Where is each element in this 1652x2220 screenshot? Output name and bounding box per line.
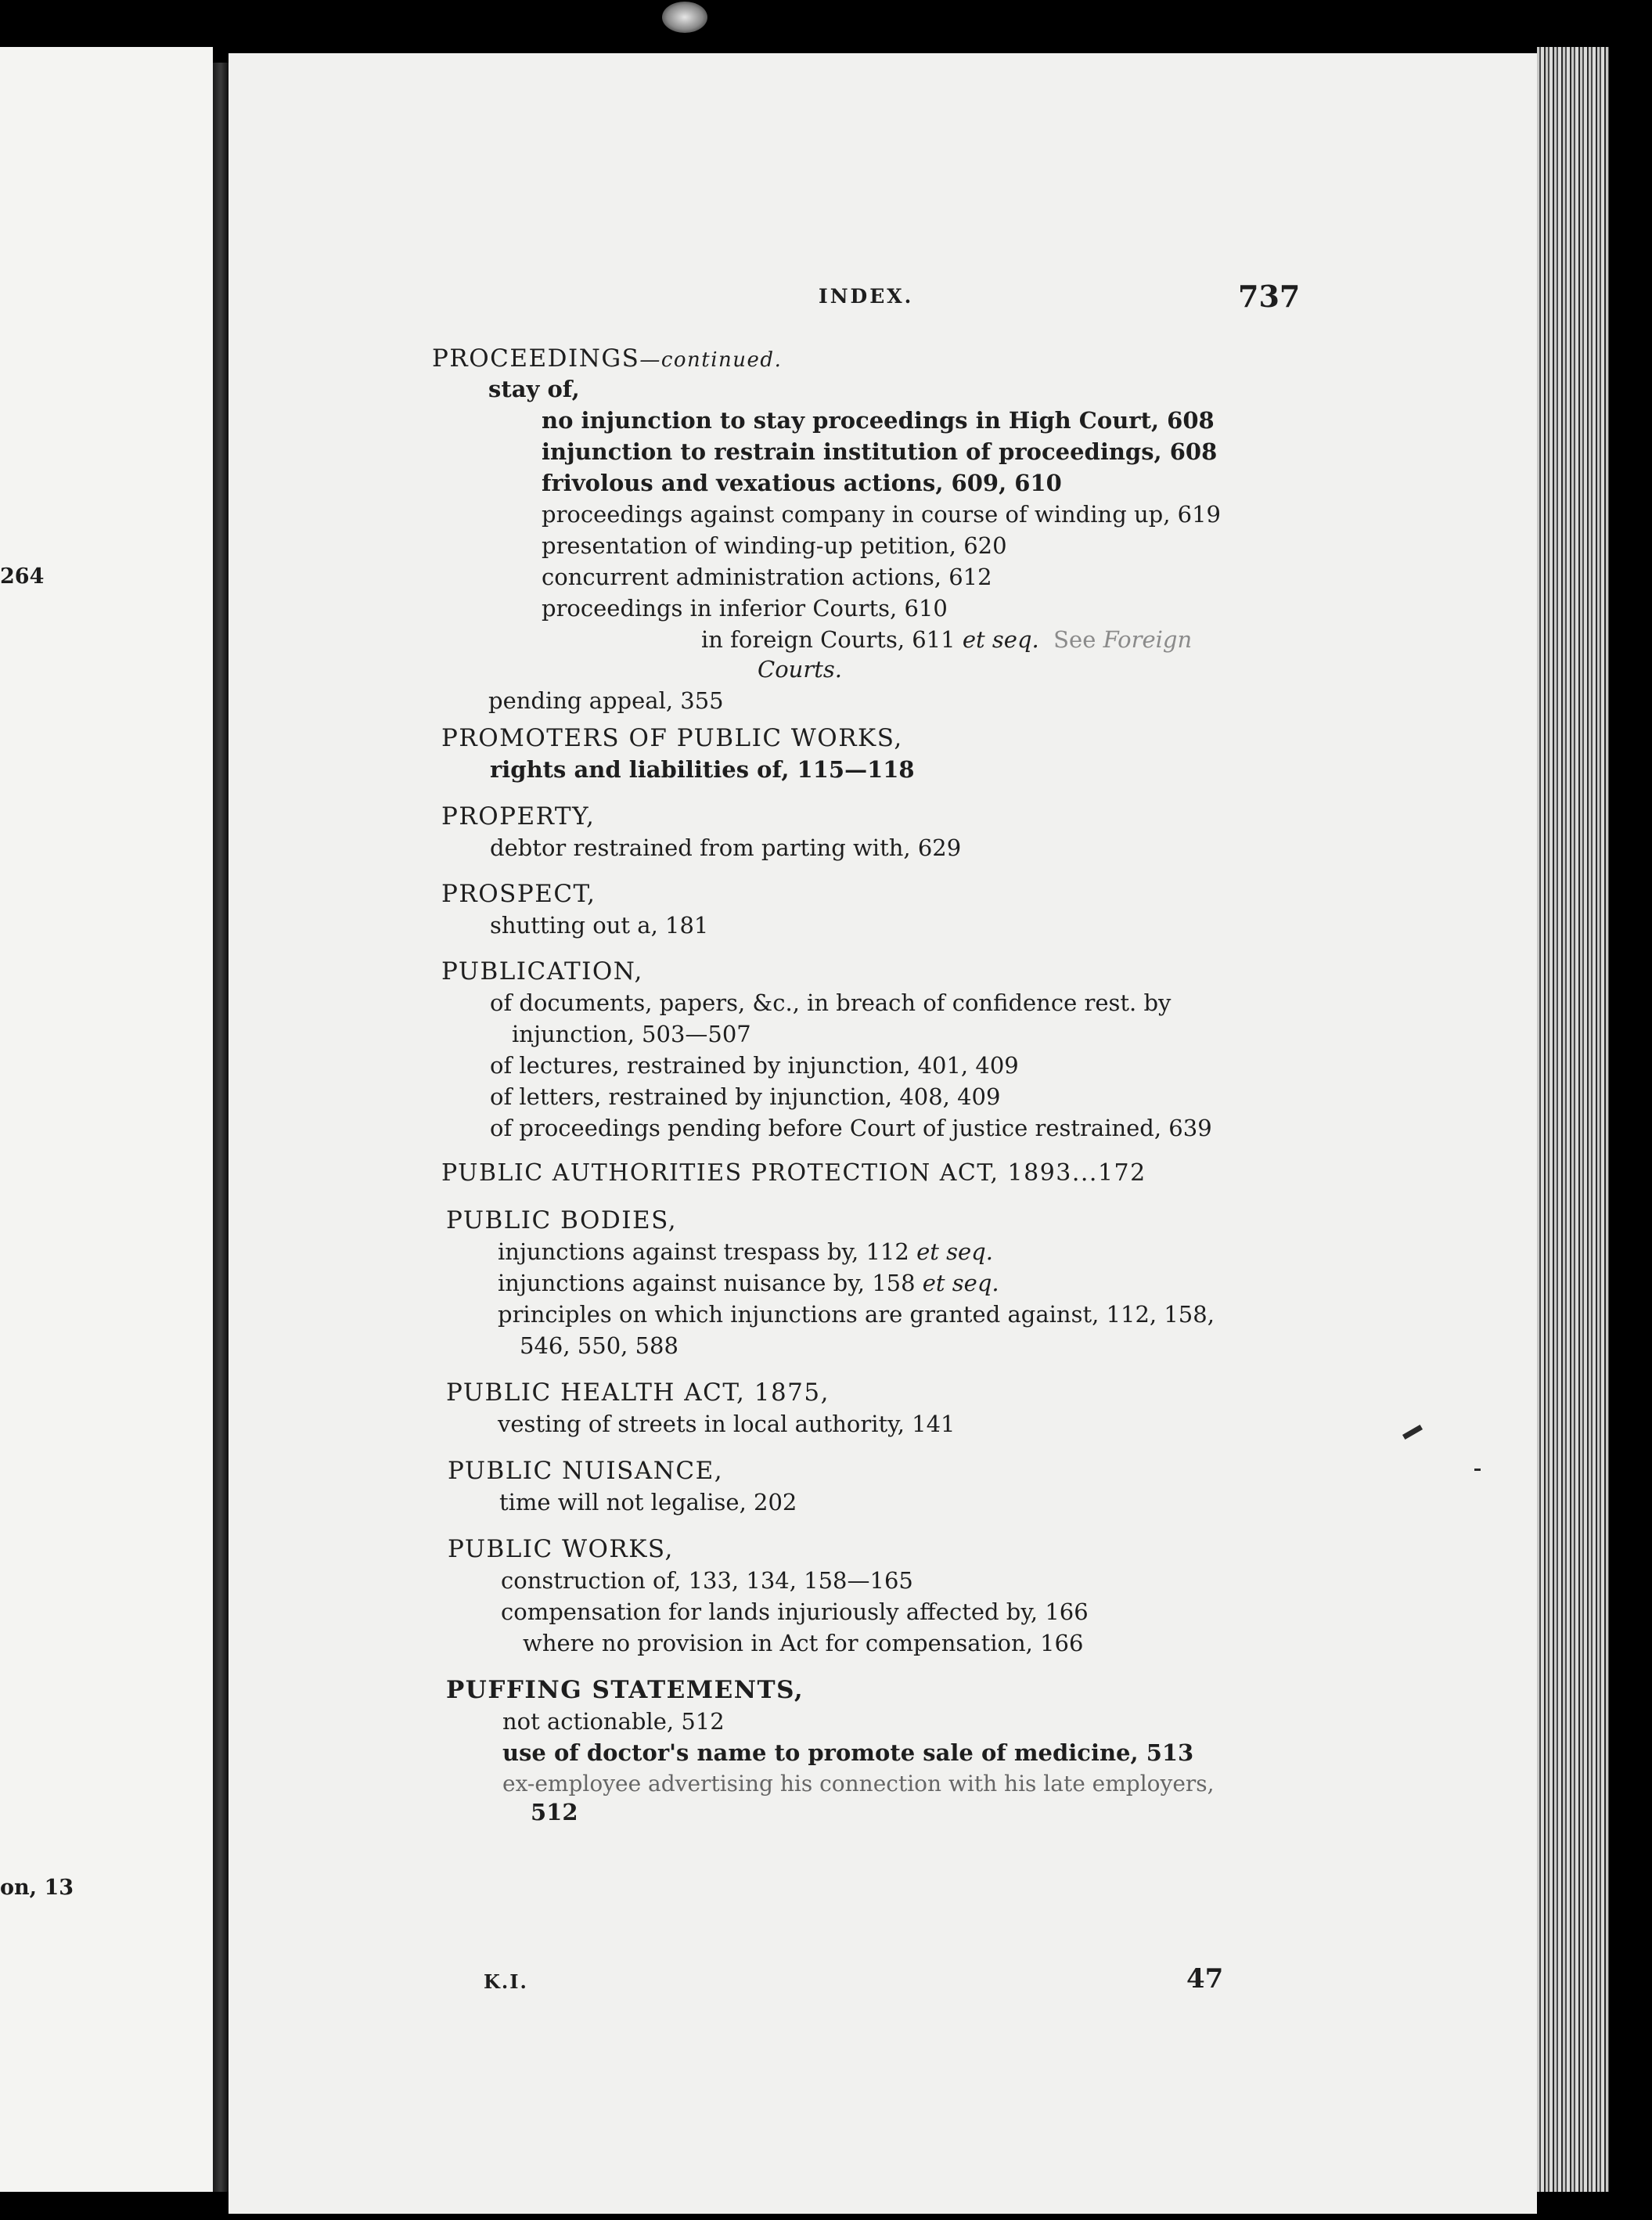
index-entry: of lectures, restrained by injunction, 401, 409 — [490, 1052, 1019, 1079]
index-heading: PROSPECT, — [441, 880, 596, 908]
index-heading: PUBLIC HEALTH ACT, 1875, — [446, 1378, 830, 1407]
index-entry: of letters, restrained by injunction, 408, 409 — [490, 1083, 1001, 1110]
index-entry: use of doctor's name to promote sale of medicine, 513 — [502, 1739, 1194, 1766]
index-entry: in foreign Courts, 611 et seq. See Foreign — [701, 626, 1193, 653]
index-entry: frivolous and vexatious actions, 609, 610 — [542, 470, 1062, 496]
index-entry: shutting out a, 181 — [490, 912, 709, 939]
index-entry: stay of, — [488, 376, 580, 402]
index-entry: of documents, papers, &c., in breach of confidence rest. by — [490, 989, 1172, 1016]
left-page-fragment: 264 — [0, 564, 45, 589]
index-entry: proceedings in inferior Courts, 610 — [542, 595, 948, 622]
index-entry: injunction, 503—507 — [512, 1021, 751, 1047]
left-page-fragment: on, 13 — [0, 1876, 74, 1900]
index-entry: injunction to restrain institution of proceedings, 608 — [542, 438, 1218, 465]
index-entry: presentation of winding-up petition, 620 — [542, 532, 1007, 559]
index-entry: 512 — [531, 1799, 578, 1825]
index-entry: concurrent administration actions, 612 — [542, 564, 992, 590]
book-gutter — [213, 63, 229, 2192]
index-entry: proceedings against company in course of winding up, 619 — [542, 501, 1222, 528]
index-heading: PUBLIC NUISANCE, — [448, 1457, 724, 1485]
index-entry: 546, 550, 588 — [520, 1332, 678, 1359]
index-heading: PUBLIC BODIES, — [446, 1206, 678, 1234]
index-entry: time will not legalise, 202 — [499, 1489, 797, 1515]
index-entry: construction of, 133, 134, 158—165 — [501, 1567, 913, 1594]
index-entry: injunctions against nuisance by, 158 et seq. — [498, 1270, 999, 1296]
index-page — [229, 53, 1537, 2214]
scan-mark — [1474, 1469, 1481, 1471]
index-entry: rights and liabilities of, 115—118 — [490, 756, 915, 783]
running-head: INDEX. — [819, 285, 914, 308]
index-entry: injunctions against trespass by, 112 et seq. — [498, 1238, 993, 1265]
sheet-number: 47 — [1186, 1963, 1224, 1995]
index-entry: of proceedings pending before Court of justice restrained, 639 — [490, 1115, 1212, 1141]
index-heading: PROCEEDINGS—continued. — [432, 344, 783, 373]
page-edge-stack — [1537, 47, 1609, 2192]
index-entry: no injunction to stay proceedings in High Court, 608 — [542, 407, 1215, 434]
page-text — [229, 53, 1537, 2214]
signature-mark: K.I. — [484, 1970, 528, 1993]
index-heading: PUFFING STATEMENTS, — [446, 1676, 804, 1704]
index-heading: PROPERTY, — [441, 802, 596, 831]
index-entry: debtor restrained from parting with, 629 — [490, 834, 962, 861]
index-heading: PROMOTERS OF PUBLIC WORKS, — [441, 724, 903, 752]
index-entry: compensation for lands injuriously affected by, 166 — [501, 1598, 1089, 1625]
index-entry: Courts. — [758, 656, 842, 683]
index-heading: PUBLIC WORKS, — [448, 1535, 674, 1563]
index-entry: where no provision in Act for compensation, 166 — [523, 1630, 1084, 1656]
page-number: 737 — [1238, 279, 1301, 314]
index-entry: principles on which injunctions are granted against, 112, 158, — [498, 1301, 1215, 1328]
index-entry: not actionable, 512 — [502, 1708, 725, 1735]
index-heading: PUBLIC AUTHORITIES PROTECTION ACT, 1893...172 — [441, 1159, 1146, 1187]
scan-smudge — [662, 2, 707, 33]
index-entry: pending appeal, 355 — [488, 687, 724, 714]
left-facing-page — [0, 47, 213, 2192]
index-entry: vesting of streets in local authority, 141 — [498, 1411, 956, 1437]
index-entry: ex-employee advertising his connection with his late employers, — [502, 1771, 1215, 1797]
index-heading: PUBLICATION, — [441, 957, 643, 986]
